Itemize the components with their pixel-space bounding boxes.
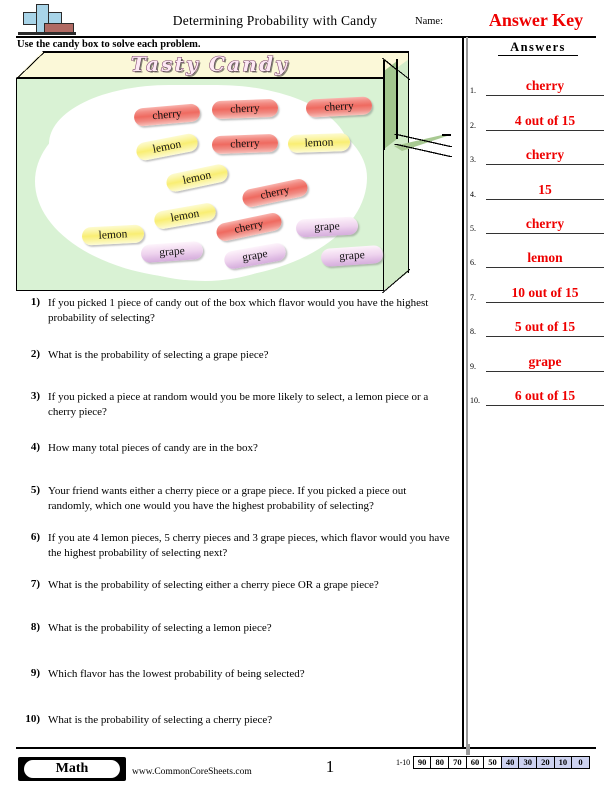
- grade-score-box: 90: [413, 756, 432, 769]
- candy-piece-lemon: lemon: [153, 202, 217, 230]
- candy-piece-cherry: cherry: [133, 103, 200, 127]
- answer-row: [468, 165, 608, 199]
- grade-score-box: 50: [483, 756, 502, 769]
- question-number: 3): [30, 390, 40, 402]
- question-number: 10): [25, 713, 40, 725]
- answer-number: 10.: [470, 395, 480, 405]
- answer-number: 7.: [470, 292, 476, 302]
- answer-row: [468, 234, 608, 268]
- answers-heading: Answers: [510, 40, 566, 54]
- candy-box-lid-left-edge: [16, 51, 45, 79]
- answer-value: 5 out of 15: [514, 319, 576, 335]
- question-text: If you picked a piece at random would you be more likely to select, a lemon piece or a cherry piece?: [48, 391, 429, 418]
- answer-number: 5.: [470, 223, 476, 233]
- question-text: Which flavor has the lowest probability of being selected?: [48, 668, 305, 680]
- candy-box-lip-top-edge: [383, 59, 398, 71]
- candy-box-flap-right-line: [442, 134, 451, 136]
- candy-box-lip-right-edge: [396, 59, 398, 139]
- candy-piece-cherry: cherry: [215, 211, 283, 242]
- subject-badge-label: Math: [24, 760, 120, 778]
- candy-piece-cherry: cherry: [212, 134, 279, 154]
- question-number: 2): [30, 348, 40, 360]
- candy-piece-lemon: lemon: [82, 224, 145, 245]
- question-text: What is the probability of selecting a grape piece?: [48, 349, 269, 361]
- candy-piece-lemon: lemon: [165, 163, 229, 193]
- answer-value: lemon: [527, 250, 563, 266]
- question-number: 7): [30, 578, 40, 590]
- logo-plus-center: [38, 14, 48, 24]
- answer-value: 4 out of 15: [514, 112, 576, 128]
- page-title: Determining Probability with Candy: [172, 13, 378, 28]
- answer-row: [468, 268, 608, 302]
- grade-score-box: 60: [466, 756, 485, 769]
- answer-value: 15: [538, 181, 552, 197]
- grading-scale-pointer: [466, 744, 470, 755]
- candy-box-side-right-edge: [408, 59, 410, 273]
- answer-row: [468, 303, 608, 337]
- grade-score-box: 20: [536, 756, 555, 769]
- candy-box-illustration: [16, 51, 448, 291]
- candy-piece-cherry: cherry: [241, 177, 309, 208]
- grade-score-box: 40: [501, 756, 520, 769]
- answer-value: 6 out of 15: [514, 387, 576, 403]
- question-number: 6): [30, 531, 40, 543]
- candy-piece-grape: grape: [296, 216, 359, 237]
- question-text: What is the probability of selecting a lemon piece?: [48, 622, 272, 634]
- candy-piece-grape: grape: [223, 242, 287, 270]
- question-text: How many total pieces of candy are in the box?: [48, 442, 258, 454]
- question-text: Your friend wants either a cherry piece or a grape piece. If you picked a piece out randomly, which one would you have the highest probability of selecting?: [48, 485, 407, 512]
- answer-number: 6.: [470, 258, 476, 268]
- page-number: 1: [325, 757, 335, 776]
- candy-box-lip-left-edge: [383, 60, 385, 150]
- question-text: If you ate 4 lemon pieces, 5 cherry pieces and 3 grape pieces, which flavor would you have the highest probability of selecting next?: [48, 532, 450, 559]
- question-number: 8): [30, 621, 40, 633]
- candy-brand-title: Tasty Candy: [130, 52, 290, 76]
- grade-score-box: 0: [571, 756, 590, 769]
- column-divider-dark: [462, 37, 464, 747]
- logo-baseline: [18, 32, 76, 35]
- candy-piece-grape: grape: [320, 245, 383, 267]
- candy-piece-lemon: lemon: [135, 132, 199, 161]
- page-header: [0, 0, 612, 38]
- grade-score-box: 70: [448, 756, 467, 769]
- header-divider-rule: [16, 36, 596, 38]
- answer-row: [468, 200, 608, 234]
- grade-score-box: 30: [518, 756, 537, 769]
- candy-box-side-bottom-edge: [382, 269, 410, 293]
- answer-value: grape: [528, 353, 562, 369]
- question-text: What is the probability of selecting either a cherry piece OR a grape piece?: [48, 579, 379, 591]
- answer-number: 4.: [470, 189, 476, 199]
- answer-row: [468, 372, 608, 406]
- answer-number: 8.: [470, 327, 476, 337]
- answers-heading-underline: [498, 55, 578, 56]
- answers-list: [468, 62, 608, 406]
- grading-range-label: 1-10: [396, 757, 410, 767]
- question-number: 4): [30, 441, 40, 453]
- subject-badge: [18, 757, 126, 781]
- question-number: 1): [30, 296, 40, 308]
- candy-piece-lemon: lemon: [288, 133, 351, 153]
- candy-box-flap-bottom-line: [394, 144, 452, 157]
- question-number: 9): [30, 667, 40, 679]
- candy-piece-cherry: cherry: [212, 99, 279, 119]
- answer-value: 10 out of 15: [511, 284, 579, 300]
- site-url-text: www.CommonCoreSheets.com: [132, 767, 252, 777]
- commoncoresheets-logo-icon: [18, 3, 80, 35]
- question-text: If you picked 1 piece of candy out of the box which flavor would you have the highest probability of selecting?: [48, 297, 429, 324]
- grading-scale: [396, 755, 590, 769]
- answer-number: 9.: [470, 361, 476, 371]
- instruction-text: Use the candy box to solve each problem.: [17, 39, 201, 50]
- answer-key-stamp: Answer Key: [488, 10, 584, 30]
- footer-divider-rule: [16, 747, 596, 749]
- answer-value: cherry: [525, 215, 565, 231]
- answer-row: [468, 337, 608, 371]
- question-text: What is the probability of selecting a cherry piece?: [48, 714, 273, 726]
- answer-row: [468, 96, 608, 130]
- grade-score-box: 80: [430, 756, 449, 769]
- question-number: 5): [30, 484, 40, 496]
- candy-piece-cherry: cherry: [306, 96, 373, 117]
- answer-number: 1.: [470, 86, 476, 96]
- candy-piece-grape: grape: [140, 241, 203, 263]
- answer-row: [468, 62, 608, 96]
- name-label: Name:: [415, 16, 443, 27]
- answer-number: 3.: [470, 155, 476, 165]
- answer-value: cherry: [525, 147, 565, 163]
- grade-score-box: 10: [554, 756, 573, 769]
- answer-row: [468, 131, 608, 165]
- answer-value: cherry: [525, 78, 565, 94]
- answer-number: 2.: [470, 120, 476, 130]
